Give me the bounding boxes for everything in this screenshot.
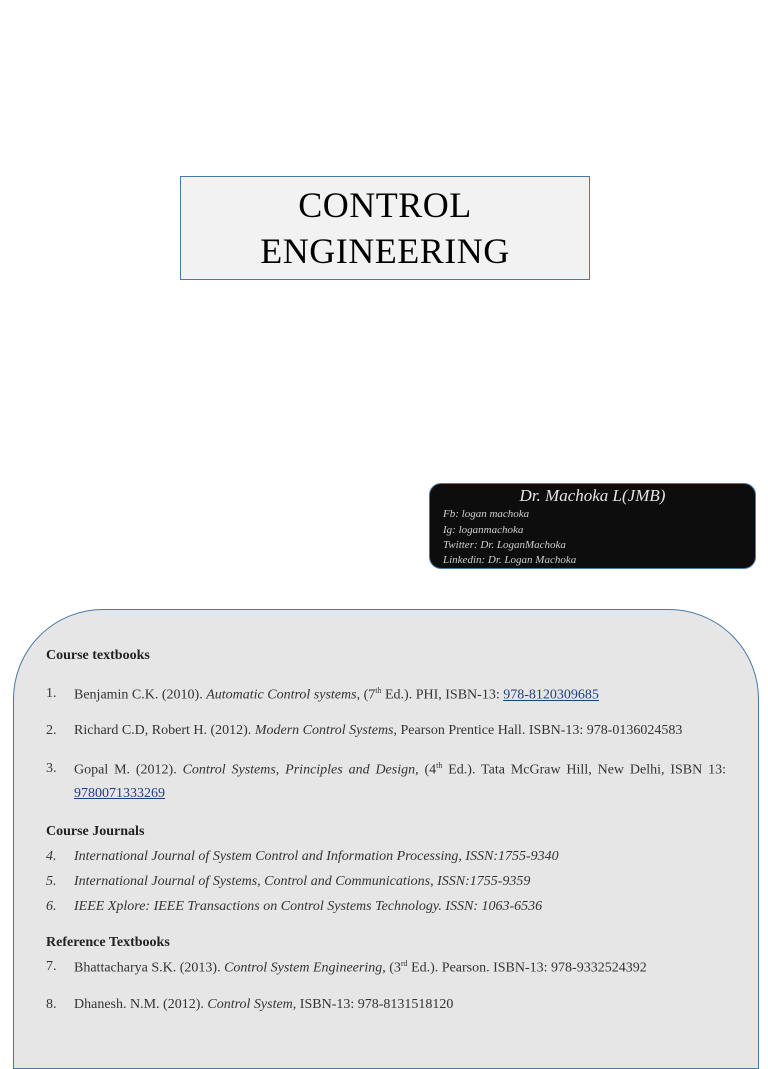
isbn-link[interactable]: 9780071333269 (74, 786, 165, 801)
title-line-2: ENGINEERING (260, 231, 510, 271)
isbn-link[interactable]: 978-8120309685 (503, 687, 599, 703)
item-number: 3. (46, 761, 57, 776)
item-edition: , (7 (356, 687, 376, 703)
references-panel (13, 609, 759, 1069)
item-text (74, 786, 726, 802)
item-authors: Gopal M. (2012). (74, 762, 183, 778)
item-edition: , (4 (415, 762, 437, 778)
author-card (429, 483, 756, 569)
item-text: International Journal of Systems, Control and Communications, ISSN:1755-9359 (74, 874, 531, 889)
item-number: 2. (46, 723, 57, 738)
item-title: Control Systems, Principles and Design (182, 762, 416, 778)
item-number: 5. (46, 874, 57, 889)
item-authors: Bhattacharya S.K. (2013). (74, 960, 225, 976)
item-edition-sup: th (436, 761, 443, 770)
item-tail: Ed.). PHI, ISBN-13: (381, 687, 504, 703)
item-number: 7. (46, 959, 57, 974)
item-text (74, 959, 726, 977)
author-linkedin: Linkedin: Dr. Logan Machoka (443, 554, 577, 566)
item-authors: Benjamin C.K. (2010). (74, 687, 207, 703)
item-number: 4. (46, 849, 57, 864)
item-title: Modern Control Systems (254, 723, 394, 738)
item-edition: , (3 (382, 960, 401, 976)
author-facebook: Fb: logan machoka (443, 508, 530, 520)
item-edition-sup: rd (400, 959, 408, 968)
item-text: International Journal of System Control and Information Processing, ISSN:1755-9340 (74, 849, 559, 864)
item-tail: , ISBN-13: 978-8131518120 (292, 997, 454, 1012)
item-number: 1. (46, 686, 57, 701)
title-line-1: CONTROL (298, 185, 472, 225)
item-tail: Ed.). Tata McGraw Hill, New Delhi, ISBN 13: (442, 762, 726, 778)
item-tail: , Pearson Prentice Hall. ISBN-13: 978-0136024583 (393, 723, 683, 738)
item-number: 6. (46, 899, 57, 914)
title-box (180, 176, 590, 280)
item-title: Control System (207, 997, 293, 1012)
heading-course-journals: Course Journals (46, 824, 145, 839)
item-text: IEEE Xplore: IEEE Transactions on Control Systems Technology. ISSN: 1063-6536 (74, 899, 543, 914)
item-title: Automatic Control systems (206, 687, 357, 703)
item-title: Control System Engineering (224, 960, 383, 976)
item-number: 8. (46, 997, 57, 1012)
item-text (74, 997, 726, 1013)
heading-course-textbooks: Course textbooks (46, 648, 150, 663)
item-edition-sup: th (375, 686, 382, 695)
item-authors: Richard C.D, Robert H. (2012). (74, 723, 255, 738)
item-text (74, 761, 726, 779)
author-instagram: Ig: loganmachoka (443, 524, 524, 536)
author-twitter: Twitter: Dr. LoganMachoka (443, 539, 566, 551)
heading-reference-textbooks: Reference Textbooks (46, 935, 170, 950)
item-text (74, 723, 726, 739)
item-authors: Dhanesh. N.M. (2012). (74, 997, 208, 1012)
item-text (74, 686, 726, 704)
item-tail: Ed.). Pearson. ISBN-13: 978-9332524392 (407, 960, 647, 976)
author-name: Dr. Machoka L(JMB) (519, 486, 666, 505)
